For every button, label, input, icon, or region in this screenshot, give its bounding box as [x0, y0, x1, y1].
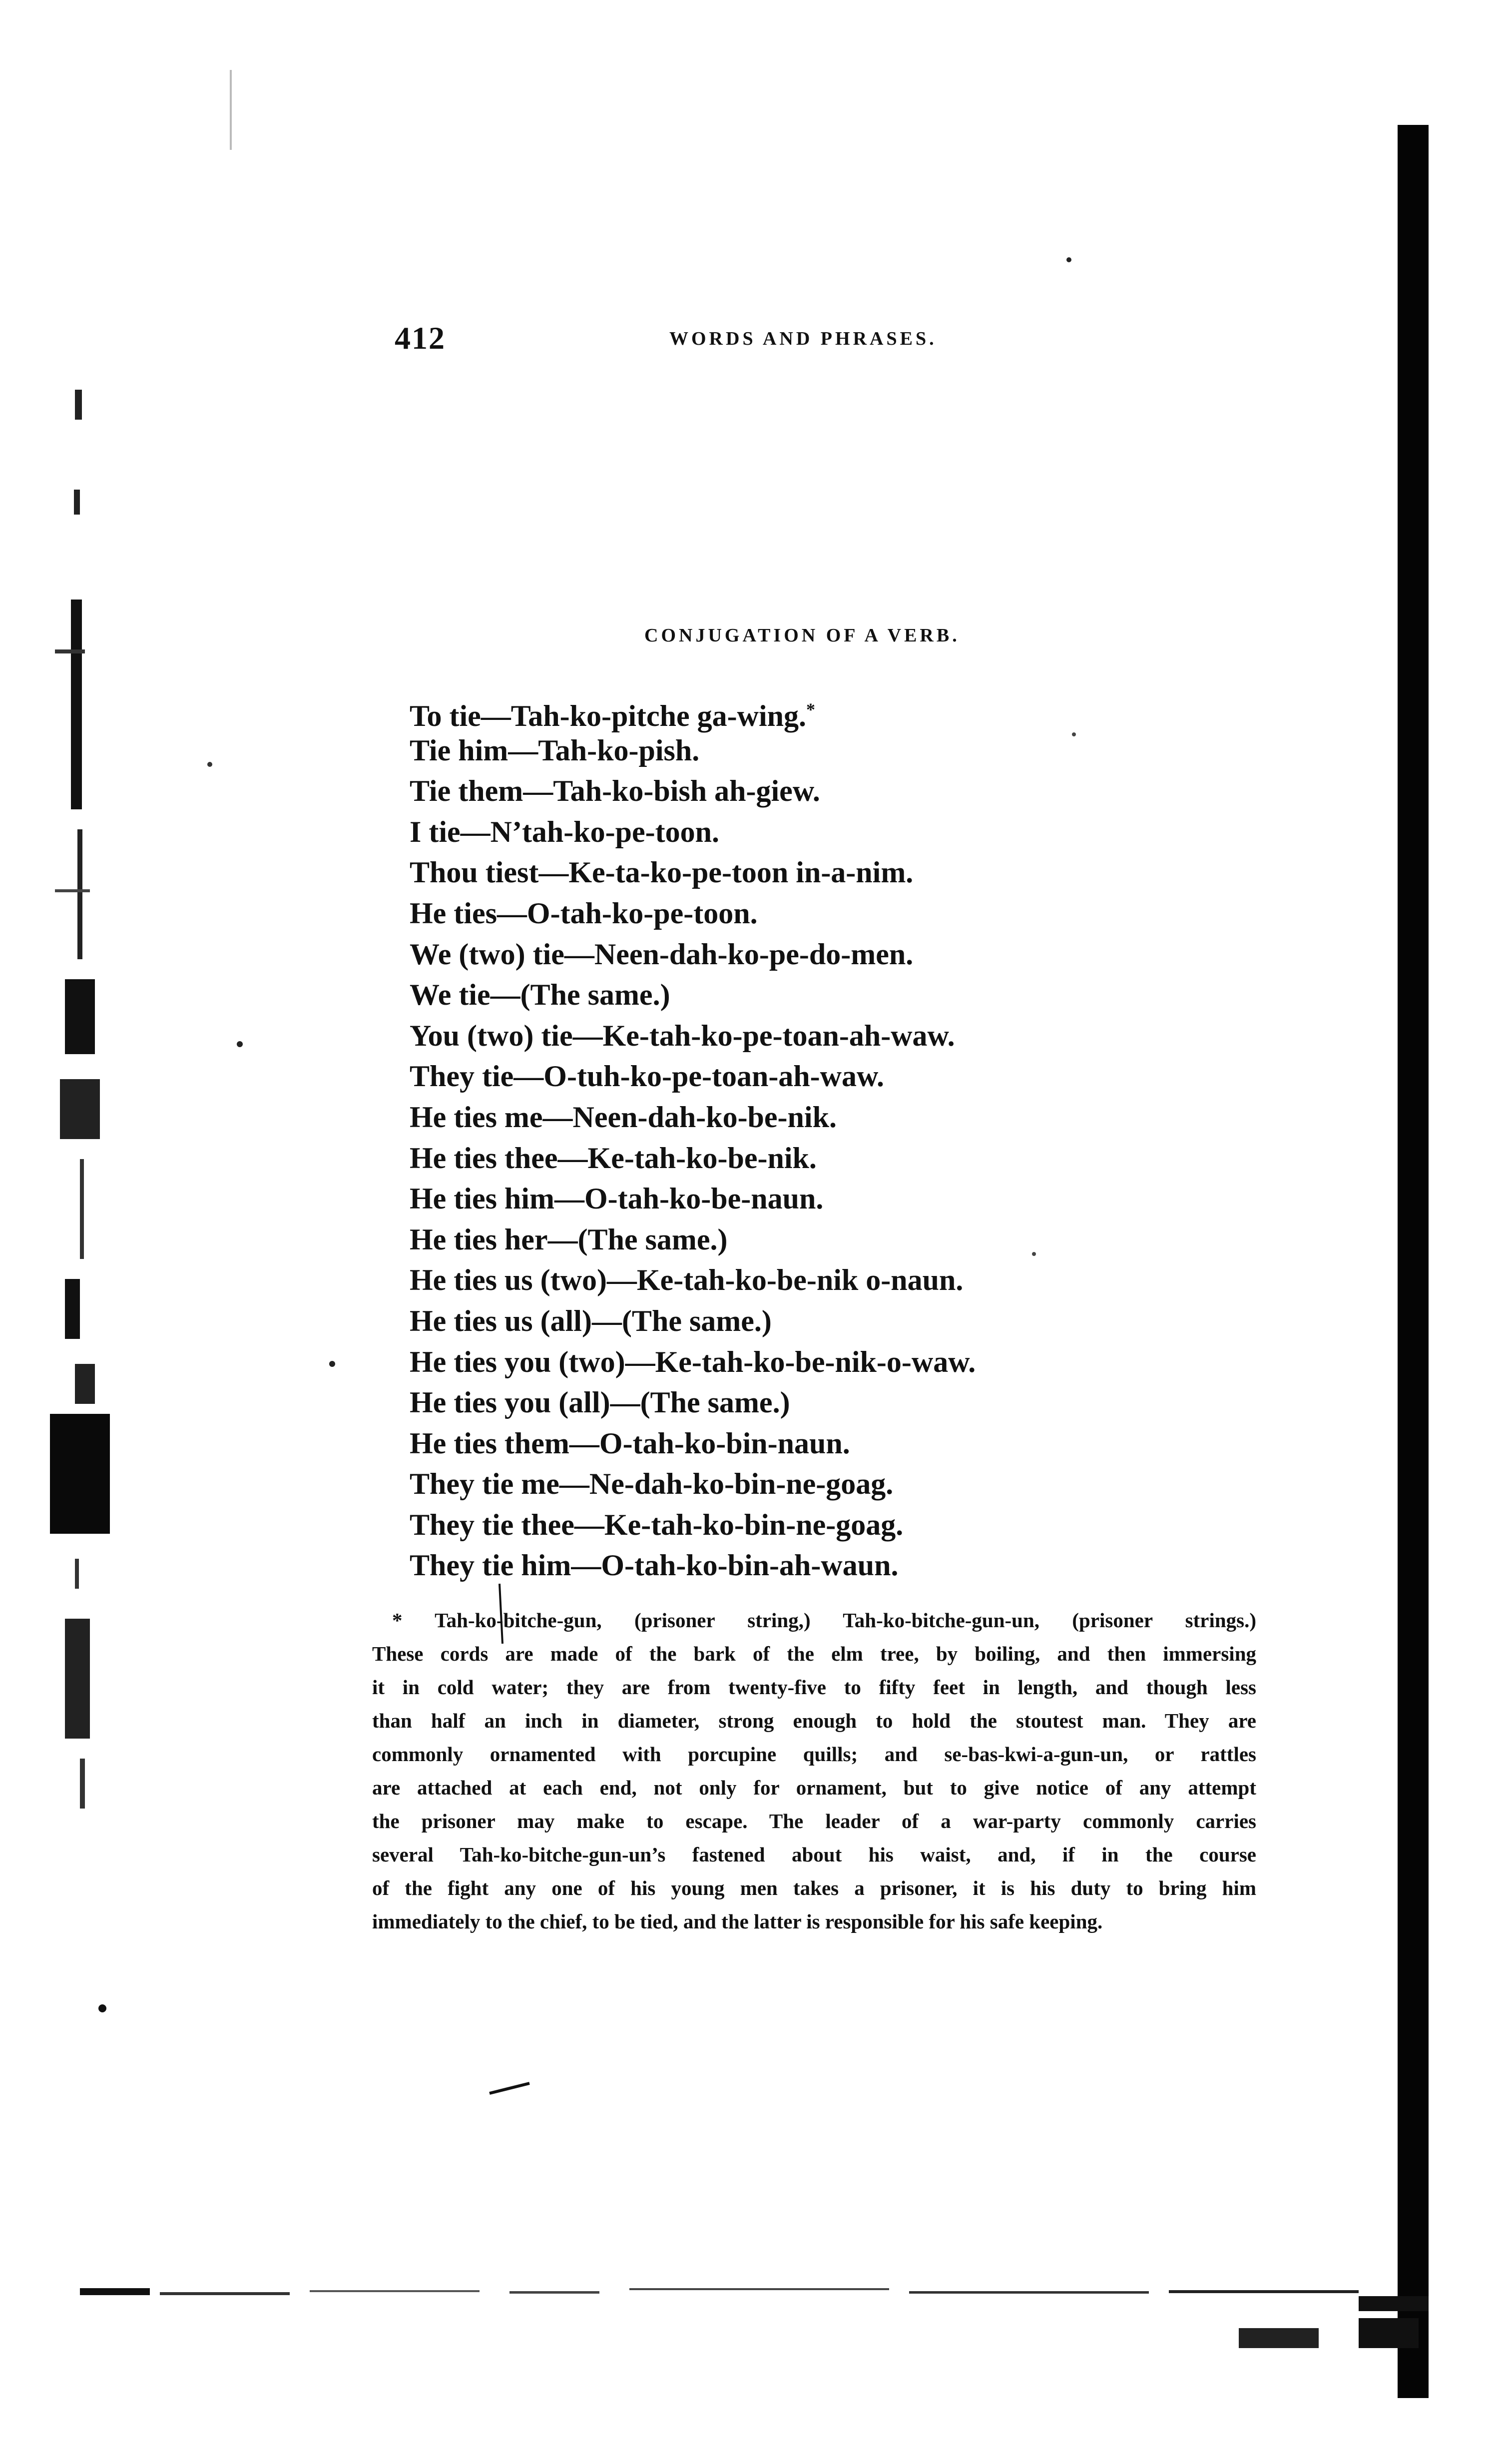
footnote [372, 1604, 1256, 1938]
conjugation-text: He ties him—O-tah-ko-be-naun. [410, 1182, 824, 1216]
conjugation-text: Thou tiest—Ke-ta-ko-pe-toon in-a-nim. [410, 856, 914, 889]
conjugation-text: They tie thee—Ke-tah-ko-bin-ne-goag. [410, 1508, 904, 1541]
conjugation-text: Tie him—Tah-ko-pish. [410, 733, 700, 767]
footnote-line: several Tah-ko-bitche-gun-un’s fastened about his waist, and, if in the course [372, 1843, 1256, 1866]
conjugation-line [410, 1097, 1109, 1138]
scan-bottom-streak [80, 2268, 1429, 2328]
conjugation-text: They tie—O-tuh-ko-pe-toan-ah-waw. [410, 1060, 885, 1093]
bottom-streak-graphic [80, 2268, 1429, 2328]
conjugation-line [410, 1138, 1109, 1179]
conjugation-line [410, 1260, 1109, 1301]
conjugation-text: Tie them—Tah-ko-bish ah-giew. [410, 774, 820, 808]
conjugation-text: He ties me—Neen-dah-ko-be-nik. [410, 1100, 837, 1134]
conjugation-text: To tie—Tah-ko-pitche ga-wing. [410, 699, 807, 732]
footnote-line: immediately to the chief, to be tied, and the latter is responsible for his safe keeping. [372, 1910, 1103, 1933]
page-number: 412 [395, 320, 446, 356]
conjugation-text: He ties you (two)—Ke-tah-ko-be-nik-o-waw. [410, 1345, 976, 1378]
footnote-line: * Tah-ko-bitche-gun, (prisoner string,) Tah-ko-bitche-gun-un, (prisoner strings.) [392, 1609, 1256, 1632]
conjugation-text: He ties you (all)—(The same.) [410, 1386, 790, 1419]
running-head [395, 320, 1034, 360]
conjugation-line [410, 1464, 1109, 1505]
conjugation-text: He ties—O-tah-ko-pe-toon. [410, 896, 758, 930]
conjugation-line [410, 1179, 1109, 1220]
conjugation-text: You (two) tie—Ke-tah-ko-pe-toan-ah-waw. [410, 1019, 955, 1052]
footnote-line: These cords are made of the bark of the elm tree, by boiling, and then immersing [372, 1642, 1256, 1665]
section-heading: CONJUGATION OF A VERB. [644, 625, 960, 646]
conjugation-text: We (two) tie—Neen-dah-ko-pe-do-men. [410, 937, 914, 971]
conjugation-line [410, 689, 1109, 730]
conjugation-line [410, 1382, 1109, 1423]
conjugation-list [410, 689, 1109, 1586]
footnote-line: of the fight any one of his young men takes a prisoner, it is his duty to bring him [372, 1876, 1256, 1899]
conjugation-line [410, 812, 1109, 853]
gutter-noise-graphic [35, 390, 110, 1839]
conjugation-line [410, 1545, 1109, 1586]
scan-gutter-noise [35, 390, 110, 1839]
conjugation-line [410, 1056, 1109, 1097]
conjugation-text: He ties her—(The same.) [410, 1223, 728, 1256]
conjugation-text: He ties us (two)—Ke-tah-ko-be-nik o-naun. [410, 1263, 964, 1297]
conjugation-text: He ties us (all)—(The same.) [410, 1304, 772, 1337]
footnote-line: it in cold water; they are from twenty-five to fifty feet in length, and though less [372, 1676, 1256, 1699]
conjugation-line [410, 934, 1109, 975]
footnote-line: than half an inch in diameter, strong enough to hold the stoutest man. They are [372, 1709, 1256, 1732]
footnote-line: the prisoner may make to escape. The leader of a war-party commonly carries [372, 1810, 1256, 1833]
conjugation-text: I tie—N’tah-ko-pe-toon. [410, 815, 719, 848]
conjugation-text: They tie me—Ne-dah-ko-bin-ne-goag. [410, 1467, 894, 1501]
conjugation-text: He ties thee—Ke-tah-ko-be-nik. [410, 1141, 817, 1175]
conjugation-line [410, 975, 1109, 1016]
conjugation-line [410, 1220, 1109, 1260]
scan-binding-shadow [1398, 125, 1429, 2398]
conjugation-line [410, 1016, 1109, 1057]
conjugation-text: He ties them—O-tah-ko-bin-naun. [410, 1426, 850, 1460]
footnote-line: are attached at each end, not only for ornament, but to give notice of any attempt [372, 1776, 1256, 1799]
footnote-marker: * [806, 699, 816, 719]
conjugation-line [410, 852, 1109, 893]
conjugation-text: They tie him—O-tah-ko-bin-ah-waun. [410, 1549, 899, 1582]
conjugation-text: We tie—(The same.) [410, 978, 670, 1012]
conjugation-line [410, 1505, 1109, 1546]
conjugation-line [410, 1423, 1109, 1464]
conjugation-line [410, 771, 1109, 812]
conjugation-line [410, 1301, 1109, 1342]
conjugation-line [410, 730, 1109, 771]
conjugation-line [410, 893, 1109, 934]
running-title: WORDS AND PHRASES. [669, 328, 937, 349]
footnote-line: commonly ornamented with porcupine quills; and se-bas-kwi-a-gun-un, or rattles [372, 1743, 1256, 1766]
conjugation-line [410, 1342, 1109, 1383]
